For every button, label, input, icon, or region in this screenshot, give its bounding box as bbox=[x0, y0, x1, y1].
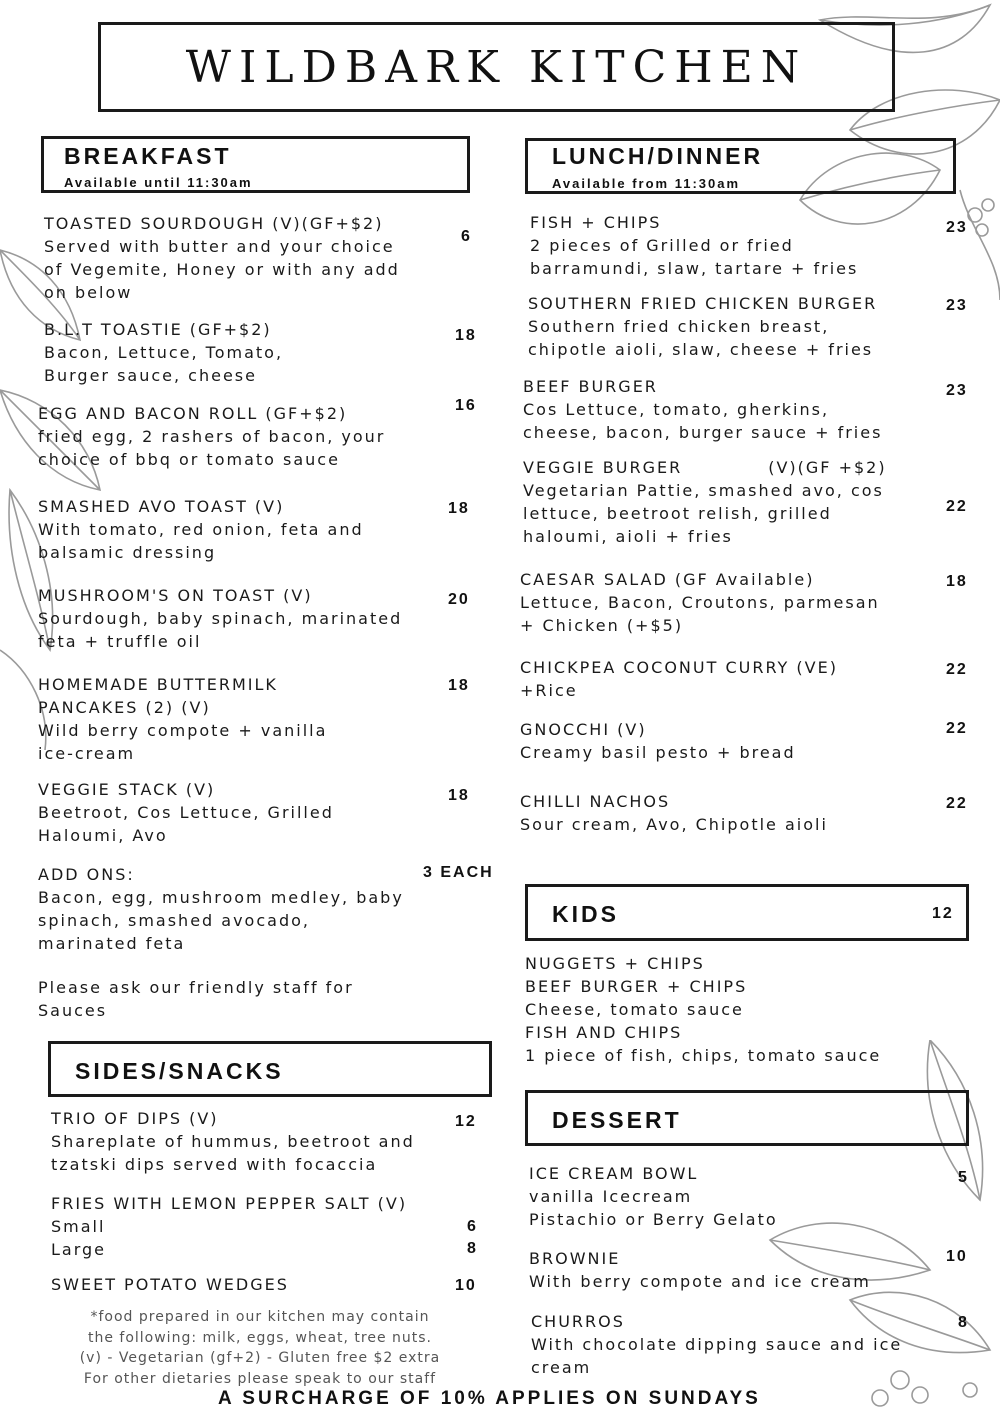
item-name: ICE CREAM BOWL bbox=[529, 1164, 699, 1183]
fries-large-price: 8 bbox=[467, 1240, 478, 1257]
item-desc: choice of bbq or tomato sauce bbox=[38, 450, 340, 469]
kids-title: KIDS bbox=[552, 901, 619, 927]
item-desc: Sourdough, baby spinach, marinated bbox=[38, 609, 403, 628]
menu-item-beef-burger bbox=[523, 375, 882, 444]
item-name-text: VEGGIE BURGER bbox=[523, 458, 683, 477]
lunch-header bbox=[525, 138, 956, 194]
item-price: 6 bbox=[461, 228, 472, 245]
breakfast-subtitle: Available until 11:30am bbox=[64, 175, 253, 190]
item-desc: + Chicken (+$5) bbox=[520, 616, 684, 635]
sauces-note bbox=[38, 976, 354, 1022]
item-desc: Cos Lettuce, tomato, gherkins, bbox=[523, 400, 830, 419]
menu-item-blt-toastie bbox=[44, 318, 283, 387]
sides-header bbox=[48, 1041, 492, 1097]
lunch-title: LUNCH/DINNER bbox=[552, 143, 764, 169]
menu-item-toasted-sourdough bbox=[44, 212, 400, 304]
menu-item-brownie bbox=[529, 1247, 871, 1293]
item-desc: Beetroot, Cos Lettuce, Grilled bbox=[38, 803, 334, 822]
menu-item-trio-dips bbox=[51, 1107, 415, 1176]
menu-item-veggie-burger bbox=[523, 456, 887, 548]
menu-item-fish-chips bbox=[530, 211, 858, 280]
kids-menu-list bbox=[525, 952, 881, 1067]
item-desc: fried egg, 2 rashers of bacon, your bbox=[38, 427, 386, 446]
dessert-header bbox=[525, 1090, 969, 1146]
item-desc: on below bbox=[44, 283, 133, 302]
item-desc: Burger sauce, cheese bbox=[44, 366, 257, 385]
breakfast-title: BREAKFAST bbox=[64, 143, 232, 169]
item-desc: With chocolate dipping sauce and ice bbox=[531, 1335, 903, 1354]
kids-line: BEEF BURGER + CHIPS bbox=[525, 977, 748, 996]
item-desc: Sour cream, Avo, Chipotle aioli bbox=[520, 815, 828, 834]
menu-item-churros bbox=[531, 1310, 902, 1379]
sides-title: SIDES/SNACKS bbox=[75, 1058, 284, 1084]
restaurant-title: WILDBARK KITCHEN bbox=[185, 41, 808, 93]
item-desc: cream bbox=[531, 1358, 592, 1377]
item-price: 22 bbox=[946, 795, 968, 812]
kids-header bbox=[525, 884, 969, 941]
menu-item-mushrooms-toast bbox=[38, 584, 402, 653]
item-name: ADD ONS: bbox=[38, 865, 135, 884]
item-desc: ice-cream bbox=[38, 744, 136, 763]
item-name: CAESAR SALAD (GF Available) bbox=[520, 570, 815, 589]
item-desc: spinach, smashed avocado, bbox=[38, 911, 310, 930]
footnote-line: *food prepared in our kitchen may contain bbox=[90, 1309, 430, 1325]
item-desc: Bacon, egg, mushroom medley, baby bbox=[38, 888, 404, 907]
item-name: CHICKPEA COCONUT CURRY (VE) bbox=[520, 658, 838, 677]
kids-line: 1 piece of fish, chips, tomato sauce bbox=[525, 1046, 882, 1065]
item-name: TRIO OF DIPS (V) bbox=[51, 1109, 219, 1128]
menu-item-southern-fried-chicken bbox=[528, 292, 877, 361]
menu-item-chickpea-curry bbox=[520, 656, 838, 702]
fries-small-price: 6 bbox=[467, 1218, 478, 1235]
item-price: 3 EACH bbox=[423, 864, 494, 881]
menu-item-veggie-stack bbox=[38, 778, 334, 847]
item-name: CHILLI NACHOS bbox=[520, 792, 671, 811]
menu-item-add-ons bbox=[38, 863, 404, 955]
item-desc: cheese, bacon, burger sauce + fries bbox=[523, 423, 883, 442]
item-desc: Creamy basil pesto + bread bbox=[520, 743, 796, 762]
kids-line: NUGGETS + CHIPS bbox=[525, 954, 705, 973]
sunday-surcharge-notice: A SURCHARGE OF 10% APPLIES ON SUNDAYS bbox=[218, 1388, 761, 1409]
item-name: B.L.T TOASTIE (GF+$2) bbox=[44, 320, 272, 339]
item-name: GNOCCHI (V) bbox=[520, 720, 647, 739]
item-desc: Shareplate of hummus, beetroot and bbox=[51, 1132, 415, 1151]
item-name: VEGGIE STACK (V) bbox=[38, 780, 216, 799]
footnote-line: For other dietaries please speak to our staff bbox=[83, 1370, 437, 1387]
footnote-line: the following: milk, eggs, wheat, tree nuts. bbox=[87, 1329, 433, 1346]
breakfast-header bbox=[41, 136, 470, 193]
item-price: 23 bbox=[946, 219, 968, 236]
item-name: FISH + CHIPS bbox=[530, 213, 662, 232]
item-price: 8 bbox=[958, 1314, 969, 1331]
menu-item-smashed-avo bbox=[38, 495, 364, 564]
item-price: 23 bbox=[946, 297, 968, 314]
item-desc: barramundi, slaw, tartare + fries bbox=[530, 259, 859, 278]
menu-item-sweet-potato-wedges: SWEET POTATO WEDGES bbox=[51, 1275, 289, 1294]
item-price: 22 bbox=[946, 661, 968, 678]
lunch-subtitle: Available from 11:30am bbox=[552, 176, 741, 191]
item-name: HOMEMADE BUTTERMILK bbox=[38, 675, 278, 694]
item-desc: Bacon, Lettuce, Tomato, bbox=[44, 343, 284, 362]
item-price: 18 bbox=[448, 500, 470, 517]
item-desc: tzatski dips served with focaccia bbox=[51, 1155, 378, 1174]
item-name: TOASTED SOURDOUGH (V)(GF+$2) bbox=[44, 214, 384, 233]
dessert-title: DESSERT bbox=[552, 1107, 682, 1133]
item-price: 16 bbox=[455, 397, 477, 414]
allergen-footnote bbox=[40, 1307, 480, 1389]
item-name: SOUTHERN FRIED CHICKEN BURGER bbox=[528, 294, 878, 313]
menu-item-chilli-nachos bbox=[520, 790, 828, 836]
menu-item-pancakes bbox=[38, 673, 327, 765]
item-desc: Southern fried chicken breast, bbox=[528, 317, 830, 336]
note-line: Sauces bbox=[38, 1001, 108, 1020]
item-desc: +Rice bbox=[520, 681, 578, 700]
leaf-illustration-left bbox=[0, 230, 110, 750]
item-desc: feta + truffle oil bbox=[38, 632, 202, 651]
note-line: Please ask our friendly staff for bbox=[38, 978, 354, 997]
item-desc: Pistachio or Berry Gelato bbox=[529, 1210, 778, 1229]
item-price: 20 bbox=[448, 591, 470, 608]
item-desc: 2 pieces of Grilled or fried bbox=[530, 236, 794, 255]
item-price: 18 bbox=[448, 677, 470, 694]
item-price: 18 bbox=[455, 327, 477, 344]
title-box bbox=[98, 22, 895, 112]
item-desc: Wild berry compote + vanilla bbox=[38, 721, 328, 740]
kids-price: 12 bbox=[932, 905, 954, 922]
item-price: 10 bbox=[946, 1248, 968, 1265]
item-desc: balsamic dressing bbox=[38, 543, 217, 562]
item-desc: vanilla Icecream bbox=[529, 1187, 693, 1206]
menu-item-ice-cream-bowl bbox=[529, 1162, 778, 1231]
item-price: 23 bbox=[946, 382, 968, 399]
item-name: MUSHROOM'S ON TOAST (V) bbox=[38, 586, 313, 605]
item-desc: PANCAKES (2) (V) bbox=[38, 698, 211, 717]
item-name: BEEF BURGER bbox=[523, 377, 658, 396]
kids-line: Cheese, tomato sauce bbox=[525, 1000, 744, 1019]
kids-line: FISH AND CHIPS bbox=[525, 1023, 683, 1042]
item-name: FRIES WITH LEMON PEPPER SALT (V) bbox=[51, 1194, 408, 1213]
item-price: 5 bbox=[958, 1169, 969, 1186]
item-price: 10 bbox=[455, 1277, 477, 1294]
item-name: SMASHED AVO TOAST (V) bbox=[38, 497, 285, 516]
item-price: 22 bbox=[946, 498, 968, 515]
item-price: 22 bbox=[946, 720, 968, 737]
menu-item-egg-bacon-roll bbox=[38, 402, 385, 471]
item-desc: Vegetarian Pattie, smashed avo, cos bbox=[523, 481, 884, 500]
item-desc: With berry compote and ice cream bbox=[529, 1272, 871, 1291]
item-name: CHURROS bbox=[531, 1312, 625, 1331]
item-price: 12 bbox=[455, 1113, 477, 1130]
item-name: BROWNIE bbox=[529, 1249, 621, 1268]
item-desc: lettuce, beetroot relish, grilled bbox=[523, 504, 832, 523]
item-desc: With tomato, red onion, feta and bbox=[38, 520, 364, 539]
item-desc: of Vegemite, Honey or with any add bbox=[44, 260, 400, 279]
item-name: EGG AND BACON ROLL (GF+$2) bbox=[38, 404, 348, 423]
item-desc: Haloumi, Avo bbox=[38, 826, 168, 845]
item-desc: marinated feta bbox=[38, 934, 186, 953]
item-desc: chipotle aioli, slaw, cheese + fries bbox=[528, 340, 874, 359]
menu-item-gnocchi bbox=[520, 718, 796, 764]
item-desc: Lettuce, Bacon, Croutons, parmesan bbox=[520, 593, 880, 612]
fries-large-label: Large bbox=[51, 1240, 107, 1259]
fries-small-label: Small bbox=[51, 1217, 106, 1236]
item-desc: haloumi, aioli + fries bbox=[523, 527, 733, 546]
footnote-line: (v) - Vegetarian (gf+2) - Gluten free $2 extra bbox=[79, 1350, 441, 1366]
item-tag: (V)(GF +$2) bbox=[768, 458, 887, 477]
item-name bbox=[523, 456, 887, 479]
item-price: 18 bbox=[448, 787, 470, 804]
menu-item-fries bbox=[51, 1192, 407, 1261]
menu-item-caesar-salad bbox=[520, 568, 880, 637]
item-price: 18 bbox=[946, 573, 968, 590]
item-desc: Served with butter and your choice bbox=[44, 237, 395, 256]
